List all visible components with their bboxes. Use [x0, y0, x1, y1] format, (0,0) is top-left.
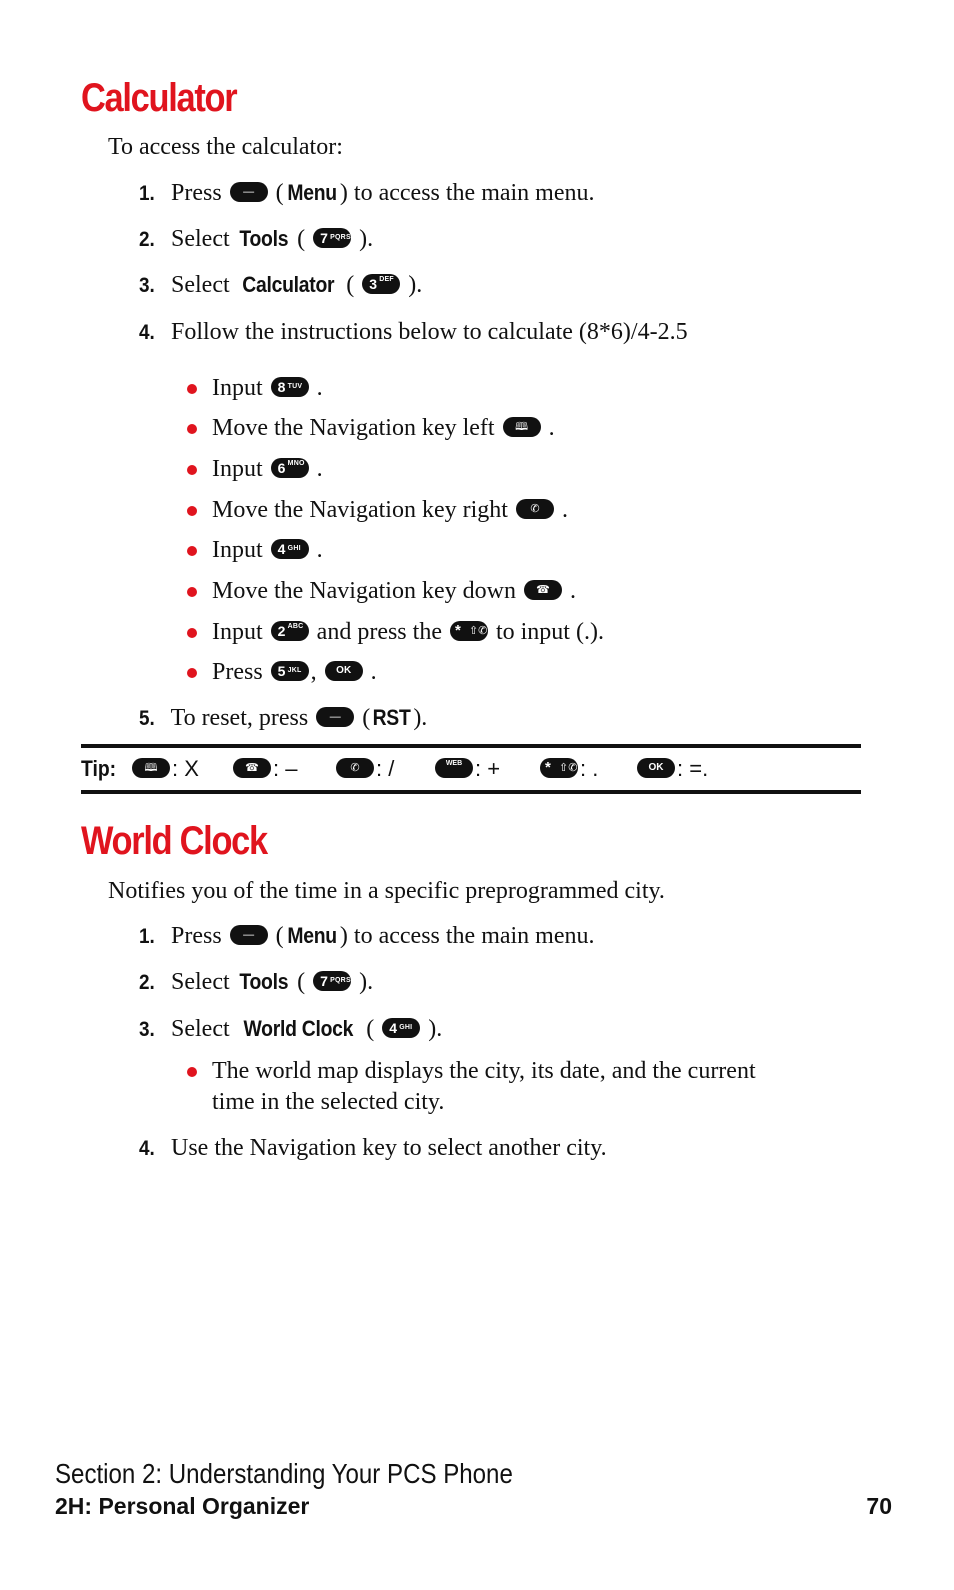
footer-chapter: 2H: Personal Organizer [55, 1493, 310, 1519]
world-clock-step-4: 4. Use the Navigation key to select another city. [139, 1135, 607, 1161]
calculator-bullet-8: Press 5 JKL , OK . [187, 658, 377, 686]
book-icon: 🕮 [503, 417, 541, 437]
tip-equals: OK : =. [635, 755, 708, 783]
star-shift-icon: * ⇧✆ [540, 758, 578, 778]
tip-decimal: * ⇧✆ : . [538, 755, 598, 783]
softkey-icon: ― [230, 925, 268, 945]
step-number: 1. [139, 182, 155, 205]
bullet-dot [187, 628, 197, 638]
bullet-dot [187, 1067, 197, 1077]
world-clock-step-2: 2. Select Tools ( 7 PQRS ). [139, 969, 374, 995]
calculator-bullet-1: Input 8 TUV . [187, 374, 323, 402]
world-clock-label: World Clock [243, 1016, 353, 1041]
calculator-intro: To access the calculator: [108, 134, 343, 160]
bullet-dot [187, 506, 197, 516]
bullet-dot [187, 424, 197, 434]
tip-top-rule [81, 744, 861, 748]
calculator-step-1: 1. Press ― ( Menu ) to access the main menu. [139, 180, 595, 206]
step-number: 1. [139, 925, 155, 948]
world-clock-bullet: The world map displays the city, its date, and the current time in the selected city. [187, 1057, 756, 1116]
tip-bottom-rule [81, 790, 861, 794]
calculator-bullet-4: Move the Navigation key right ✆ . [187, 496, 568, 524]
tip-subtract: ☎ : – [231, 755, 297, 783]
step-number: 2. [139, 971, 155, 994]
key-7-icon: 7 PQRS [313, 971, 351, 991]
phone-down-icon: ☎ [233, 758, 271, 778]
book-icon: 🕮 [132, 758, 170, 778]
world-clock-intro: Notifies you of the time in a specific preprogrammed city. [108, 878, 665, 904]
ok-key-icon: OK [325, 661, 363, 681]
key-7-icon: 7 PQRS [313, 228, 351, 248]
phone-icon: ✆ [336, 758, 374, 778]
calculator-step-2: 2. Select Tools ( 7 PQRS ). [139, 226, 374, 252]
softkey-icon: ― [316, 707, 354, 727]
calculator-heading: Calculator [81, 76, 237, 120]
calculator-step-5: 5. To reset, press ― ( RST ). [139, 705, 428, 731]
world-clock-step-1: 1. Press ― ( Menu ) to access the main menu. [139, 923, 595, 949]
calculator-bullet-7: Input 2 ABC and press the * ⇧✆ to input (.). [187, 618, 604, 646]
step-number: 3. [139, 1018, 155, 1041]
tip-multiply: 🕮 : X [130, 755, 199, 783]
bullet-dot [187, 587, 197, 597]
calculator-step-3: 3. Select Calculator ( 3 DEF ). [139, 272, 423, 298]
calculator-step-4: 4. Follow the instructions below to calculate (8*6)/4-2.5 [139, 319, 688, 345]
calculator-bullet-3: Input 6 MNO . [187, 455, 323, 483]
bullet-dot [187, 668, 197, 678]
calculator-label: Calculator [241, 272, 334, 297]
softkey-icon: ― [230, 182, 268, 202]
step-text: Press [171, 180, 222, 206]
web-key-icon: WEB [435, 758, 473, 778]
star-shift-icon: * ⇧✆ [450, 621, 488, 641]
key-3-icon: 3 DEF [362, 274, 400, 294]
step-number: 4. [139, 321, 155, 344]
rst-label: RST [372, 705, 411, 730]
step-number: 5. [139, 707, 155, 730]
footer-section-title: Section 2: Understanding Your PCS Phone [55, 1458, 513, 1489]
bullet-dot [187, 384, 197, 394]
bullet-dot [187, 465, 197, 475]
page-number: 70 [866, 1493, 892, 1519]
menu-label: Menu [287, 923, 337, 948]
tools-label: Tools [238, 226, 288, 251]
key-8-icon: 8 TUV [271, 377, 309, 397]
phone-icon: ✆ [516, 499, 554, 519]
calculator-bullet-2: Move the Navigation key left 🕮 . [187, 414, 555, 442]
world-clock-heading: World Clock [81, 819, 267, 863]
step-number: 2. [139, 228, 155, 251]
tools-label: Tools [238, 969, 288, 994]
tip-label: Tip: [81, 756, 117, 781]
key-4-icon: 4 GHI [382, 1018, 420, 1038]
key-6-icon: 6 MNO [271, 458, 309, 478]
tip-divide: ✆ : / [334, 755, 394, 783]
calculator-bullet-6: Move the Navigation key down ☎ . [187, 577, 576, 605]
ok-key-icon: OK [637, 758, 675, 778]
key-5-icon: 5 JKL [271, 661, 309, 681]
step-number: 4. [139, 1137, 155, 1160]
bullet-dot [187, 546, 197, 556]
key-4-icon: 4 GHI [271, 539, 309, 559]
phone-down-icon: ☎ [524, 580, 562, 600]
key-2-icon: 2 ABC [271, 621, 309, 641]
calculator-bullet-5: Input 4 GHI . [187, 536, 323, 564]
tip-add: WEB : + [433, 755, 500, 783]
menu-label: Menu [287, 180, 337, 205]
world-clock-step-3: 3. Select World Clock ( 4 GHI ). [139, 1016, 443, 1042]
step-number: 3. [139, 274, 155, 297]
